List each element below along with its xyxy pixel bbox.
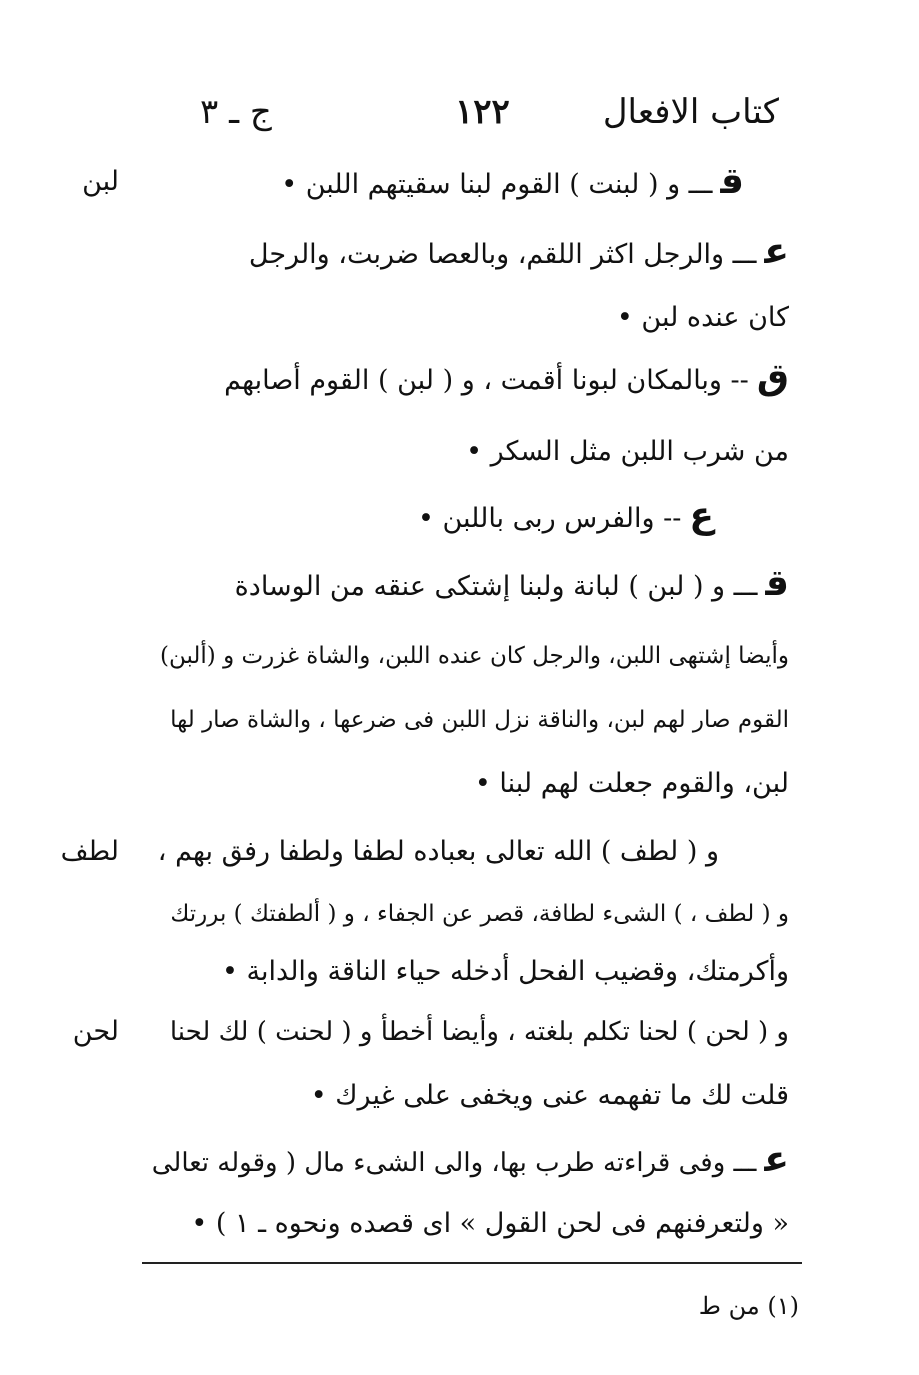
line-text: -- وبالمكان لبونا أقمت ، و ( لبن ) القوم أصابهم [224,365,749,396]
text-line [281,162,744,205]
text-line [235,564,789,607]
line-marker: ع [689,495,714,536]
margin-root-lutf: لطف [60,836,119,867]
text-line [311,1076,789,1116]
line-text: قلت لك ما تفهمه عنى ويخفى على غيرك • [310,1080,789,1111]
line-text: كان عنده لبن • [616,302,789,333]
text-line [249,232,789,275]
line-text: -- والفرس ربى باللبن • [417,503,682,534]
text-line [475,764,789,804]
text-line [152,1140,789,1183]
line-marker: ع [764,1139,789,1180]
footnote: (١) من ط [698,1292,799,1320]
book-title: كتاب الافعال [602,92,779,132]
text-line [617,298,789,338]
line-text: ـــ وفى قراءته طرب بها، والى الشىء مال ( وقوله تعالى [151,1148,757,1178]
line-text: ـــ و ( لبن ) لبانة ولبنا إشتكى عنقه من الوسادة [234,571,758,602]
text-line [170,894,789,934]
volume-label: ج ـ ٣ [200,92,272,132]
line-text: وأيضا إشتهى اللبن، والرجل كان عنده اللبن، والشاة غزرت و (ألبن) [159,643,789,669]
line-text: و ( لحن ) لحنا تكلم بلغته ، وأيضا أخطأ و ( لحنت ) لك لحنا [169,1017,789,1047]
margin-root-labn: لبن [82,166,119,197]
text-line [466,432,789,472]
line-text: و ( لطف ) الله تعالى بعباده لطفا ولطفا رفق بهم ، [157,836,719,867]
line-text: « ولتعرفنهم فى لحن القول » اى قصده ونحوه ـ ١ ) • [191,1208,789,1239]
line-text: القوم صار لهم لبن، والناقة نزل اللبن فى ضرعها ، والشاة صار لها [170,707,789,733]
line-marker: ق [765,563,789,604]
margin-root-lahn: لحن [72,1016,119,1047]
text-line [160,636,789,676]
line-text: ـــ والرجل اكثر اللقم، وبالعصا ضربت، والرجل [248,239,757,270]
line-marker: ع [764,231,789,272]
footnote-divider [142,1262,802,1264]
text-line [170,700,789,740]
text-line [191,1204,789,1244]
line-text: لبن، والقوم جعلت لهم لبنا • [474,768,789,799]
text-line [224,358,789,401]
text-line [222,952,789,992]
line-text: وأكرمتك، وقضيب الفحل أدخله حياء الناقة والدابة • [222,956,789,987]
line-marker: ق [756,357,789,398]
text-line [158,832,719,872]
page-number: ١٢٢ [455,92,510,132]
line-text: ـــ و ( لبنت ) القوم لبنا سقيتهم اللبن • [281,169,713,200]
line-marker: ق [720,161,744,202]
line-text: من شرب اللبن مثل السكر • [466,436,789,467]
line-text: و ( لطف ، ) الشىء لطافة، قصر عن الجفاء ، و ( ألطفتك ) بررتك [170,901,789,927]
text-line [418,496,714,539]
text-line [170,1012,789,1052]
